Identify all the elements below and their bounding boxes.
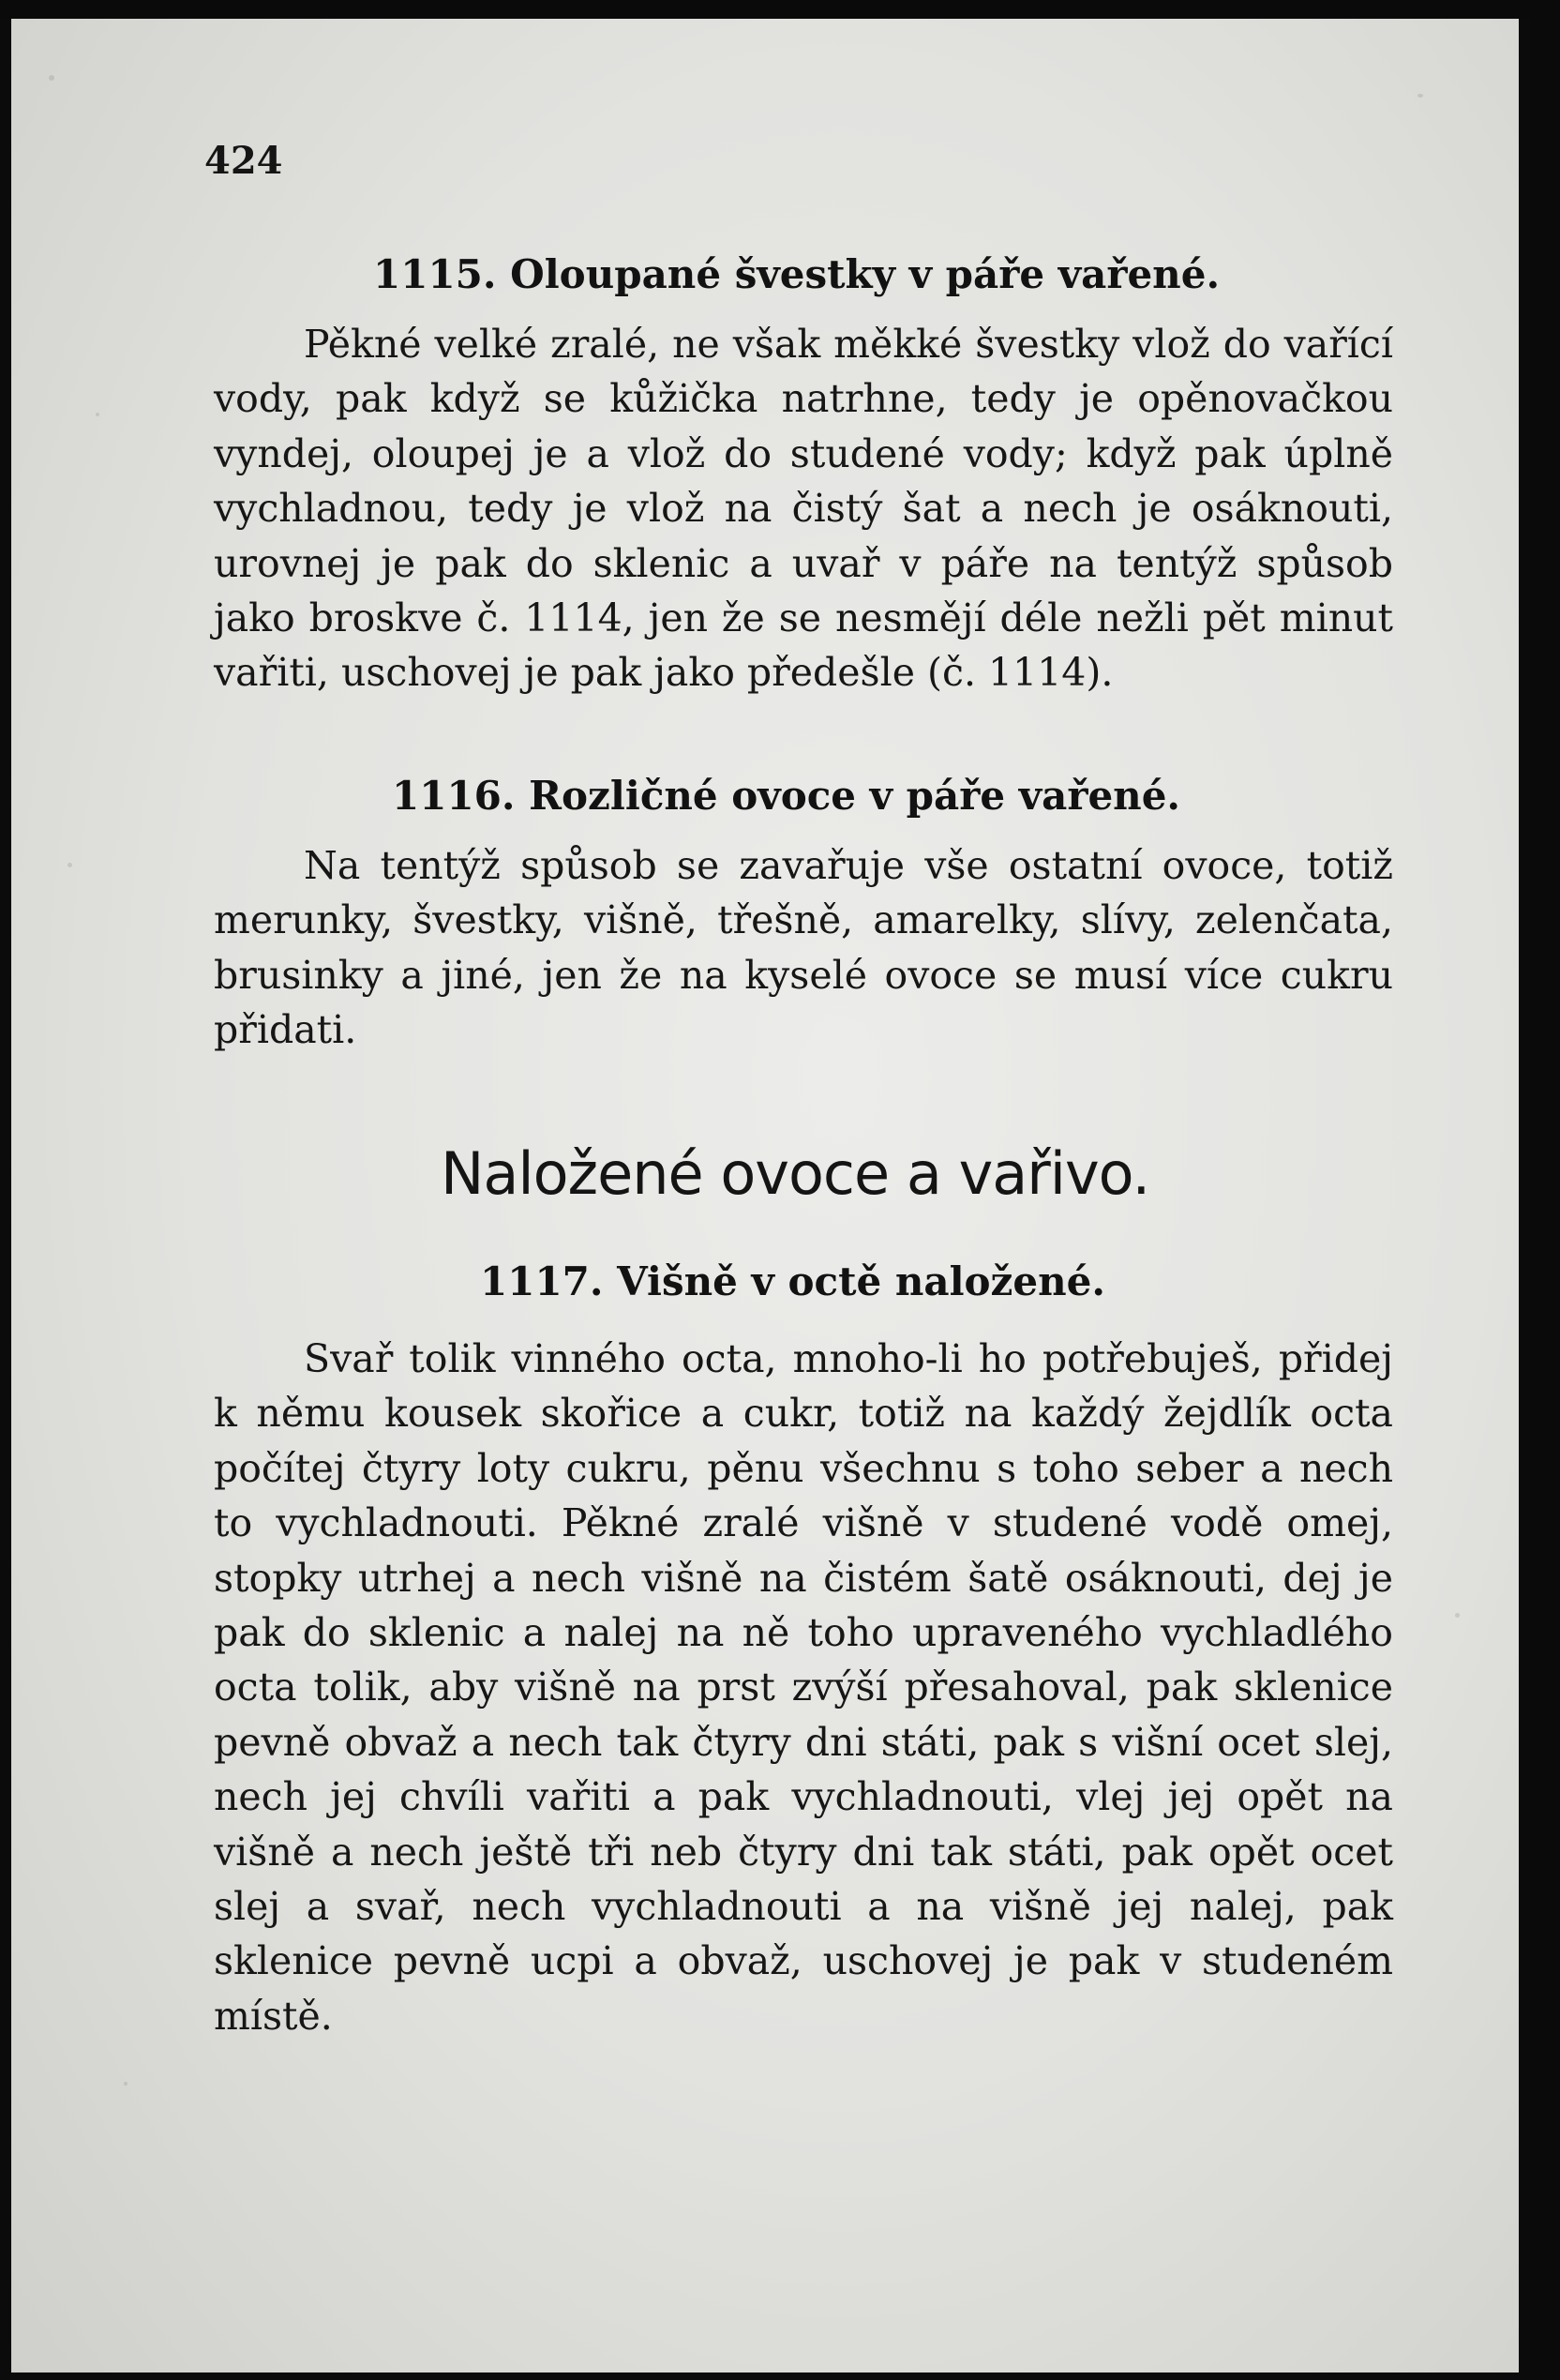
recipe-text-1117: Svař tolik vinného octa, mnoho-li ho potřebuješ, přidej k němu kousek skořice a cukr, totiž na každý žejdlík octa počítej čtyry loty cukru, pěnu všechnu s toho seber a nech to vychladnouti. Pěkné zralé višně v studené vodě omej, stopky utrhej a nech višně na čistém šatě osáknouti, dej je pak do sklenic a nalej na ně toho upraveného vychladlého octa tolik, aby višně na prst zvýší přesahoval, pak sklenice pevně obvaž a nech tak čtyry dni státi, pak s višní ocet slej, nech jej chvíli vařiti a pak vychladnouti, vlej jej opět na višně a nech ještě tři neb čtyry dni tak státi, pak opět ocet slej a svař, nech vychladnouti a na višně jej nalej, pak sklenice pevně ucpi a obvaž, uschovej je pak v studeném místě. — [214, 1336, 1393, 2039]
scan-border-right — [1530, 0, 1560, 2380]
scan-speck — [124, 2082, 128, 2086]
scan-speck — [1455, 1613, 1460, 1618]
recipe-heading-1115: 1115. Oloupané švestky v páře vařené. — [373, 251, 1221, 297]
scan-speck — [68, 863, 72, 867]
scan-speck — [1418, 94, 1423, 98]
recipe-heading-1116: 1116. Rozličné ovoce v páře vařené. — [392, 773, 1181, 819]
chapter-title: Naložené ovoce a vařivo. — [441, 1139, 1150, 1208]
scan-speck — [49, 75, 54, 81]
scan-speck — [96, 413, 99, 416]
scan-border-top — [0, 0, 1560, 19]
page-number: 424 — [204, 139, 283, 183]
recipe-text-1115: Pěkné velké zralé, ne však měkké švestky vlož do vařící vody, pak když se kůžička natrhne, tedy je opěnovačkou vyndej, oloupej je a vlož do studené vody; když pak úplně vychladnou, tedy je vlož na čistý šat a nech je osáknouti, urovnej je pak do sklenic a uvař v páře na tentýž spůsob jako broskve č. 1114, jen že se nesmějí déle nežli pět minut vařiti, uschovej je pak jako předešle (č. 1114). — [214, 322, 1393, 696]
recipe-heading-1117: 1117. Višně v octě naložené. — [480, 1258, 1105, 1304]
recipe-text-1116: Na tentýž spůsob se zavařuje vše ostatní ovoce, totiž merunky, švestky, višně, třešně, amarelky, slívy, zelenčata, brusinky a jiné, jen že na kyselé ovoce se musí více cukru přidati. — [214, 843, 1393, 1053]
